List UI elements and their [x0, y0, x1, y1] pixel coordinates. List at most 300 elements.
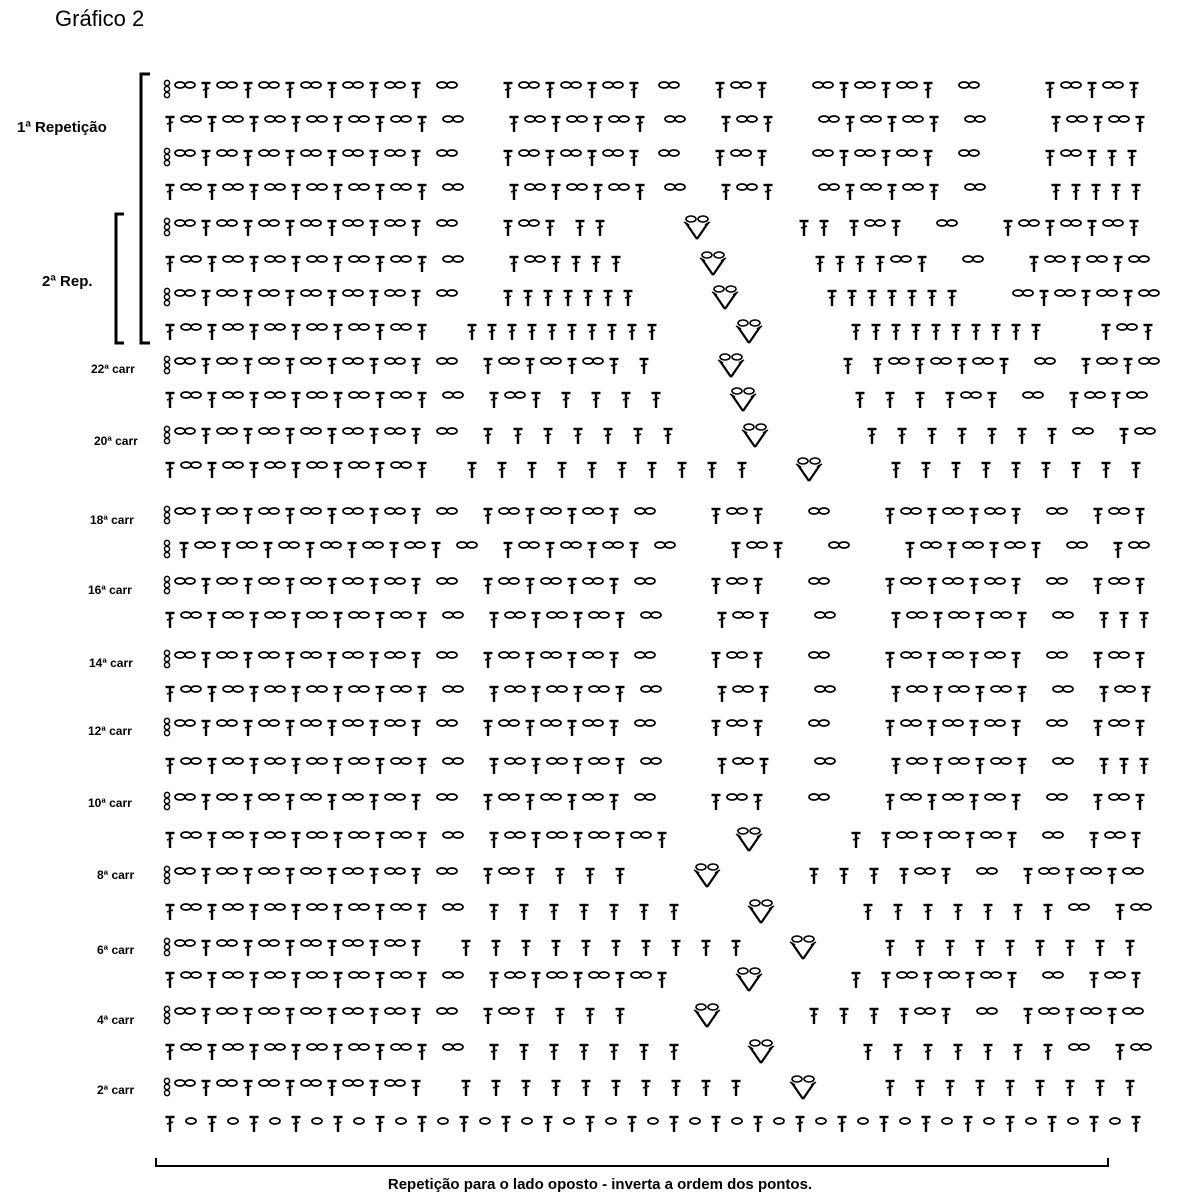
double-crochet-stitch	[166, 1045, 175, 1060]
chain-stitch	[829, 542, 849, 548]
chain-stitch	[959, 150, 979, 156]
double-crochet-stitch	[286, 151, 295, 166]
double-crochet-stitch	[292, 973, 301, 988]
chain-stitch	[307, 832, 327, 838]
double-crochet-stitch	[412, 579, 421, 594]
chain-stitch	[567, 116, 587, 122]
chain-stitch	[1109, 720, 1129, 726]
chain-stitch	[217, 150, 237, 156]
double-crochet-stitch	[328, 359, 337, 374]
double-crochet-stitch	[942, 1009, 951, 1024]
double-crochet-stitch	[528, 463, 537, 478]
double-crochet-stitch	[564, 291, 573, 306]
double-crochet-stitch	[490, 759, 499, 774]
chain-stitch	[443, 1044, 463, 1050]
chain-stitch	[237, 542, 257, 548]
chain-stitch	[1005, 542, 1025, 548]
chain-stitch	[259, 794, 279, 800]
double-crochet-stitch	[250, 613, 259, 628]
chain-stitch	[437, 290, 457, 296]
chain-stitch	[1103, 220, 1123, 226]
chain-stitch	[1047, 508, 1067, 514]
double-crochet-stitch	[1004, 221, 1013, 236]
chain-stitch	[606, 1118, 616, 1124]
double-crochet-stitch	[828, 291, 837, 306]
chain-stitch	[175, 720, 195, 726]
chain-stitch	[1039, 868, 1059, 874]
double-crochet-stitch	[334, 393, 343, 408]
double-crochet-stitch	[928, 795, 937, 810]
chain-stitch	[985, 720, 1005, 726]
chain-stitch	[809, 578, 829, 584]
chain-stitch	[391, 904, 411, 910]
chain-stitch	[301, 150, 321, 156]
chain-stitch	[259, 150, 279, 156]
chain-stitch	[855, 150, 875, 156]
chain-stitch	[1023, 392, 1043, 398]
double-crochet-stitch	[1136, 721, 1145, 736]
double-crochet-stitch	[1132, 1117, 1141, 1132]
double-crochet-stitch	[556, 869, 565, 884]
double-crochet-stitch	[840, 151, 849, 166]
double-crochet-stitch	[490, 1045, 499, 1060]
double-crochet-stitch	[886, 721, 895, 736]
double-crochet-stitch	[1066, 869, 1075, 884]
v-shell-stitch	[796, 458, 822, 481]
chain-stitch	[519, 220, 539, 226]
chain-stitch	[186, 1118, 196, 1124]
chain-stitch	[547, 686, 567, 692]
double-crochet-stitch	[586, 1117, 595, 1132]
double-crochet-stitch	[648, 325, 657, 340]
chain-stitch	[985, 508, 1005, 514]
double-crochet-stitch	[640, 905, 649, 920]
v-shell-stitch	[742, 424, 768, 447]
double-crochet-stitch	[370, 359, 379, 374]
double-crochet-stitch	[1092, 185, 1101, 200]
chain-stitch	[889, 358, 909, 364]
chain-stitch	[897, 150, 917, 156]
chain-stitch	[499, 720, 519, 726]
double-crochet-stitch	[370, 221, 379, 236]
chain-stitch	[343, 1008, 363, 1014]
double-crochet-stitch	[1096, 1081, 1105, 1096]
chain-stitch	[385, 358, 405, 364]
double-crochet-stitch	[370, 509, 379, 524]
double-crochet-stitch	[166, 1117, 175, 1132]
chain-stitch	[175, 428, 195, 434]
double-crochet-stitch	[984, 905, 993, 920]
double-crochet-stitch	[1088, 221, 1097, 236]
double-crochet-stitch	[328, 653, 337, 668]
double-crochet-stitch	[610, 795, 619, 810]
double-crochet-stitch	[376, 393, 385, 408]
double-crochet-stitch	[582, 1081, 591, 1096]
double-crochet-stitch	[616, 833, 625, 848]
chain-stitch	[901, 652, 921, 658]
chain-stitch	[541, 652, 561, 658]
double-crochet-stitch	[952, 463, 961, 478]
chain-stitch	[223, 462, 243, 468]
double-crochet-stitch	[1052, 117, 1061, 132]
double-crochet-stitch	[490, 613, 499, 628]
chain-stitch	[396, 1118, 406, 1124]
chain-stitch	[259, 868, 279, 874]
chain-stitch	[265, 686, 285, 692]
chain-stitch	[1068, 1118, 1078, 1124]
chain-stitch	[259, 82, 279, 88]
double-crochet-stitch	[712, 509, 721, 524]
double-crochet-stitch	[292, 759, 301, 774]
double-crochet-stitch	[1066, 1009, 1075, 1024]
double-crochet-stitch	[702, 941, 711, 956]
double-crochet-stitch	[900, 1009, 909, 1024]
double-crochet-stitch	[484, 579, 493, 594]
double-crochet-stitch	[716, 151, 725, 166]
chain-stitch	[635, 720, 655, 726]
double-crochet-stitch	[610, 1045, 619, 1060]
double-crochet-stitch	[1006, 941, 1015, 956]
chain-stitch	[561, 82, 581, 88]
chain-stitch	[437, 358, 457, 364]
double-crochet-stitch	[460, 1117, 469, 1132]
turning-chain	[164, 218, 169, 235]
chain-stitch	[943, 508, 963, 514]
double-crochet-stitch	[1012, 325, 1021, 340]
row-label-12: 12ª carr	[88, 724, 132, 738]
chain-stitch	[949, 612, 969, 618]
double-crochet-stitch	[1136, 653, 1145, 668]
double-crochet-stitch	[328, 221, 337, 236]
double-crochet-stitch	[852, 973, 861, 988]
chain-stitch	[217, 290, 237, 296]
double-crochet-stitch	[670, 905, 679, 920]
double-crochet-stitch	[504, 83, 513, 98]
chain-stitch	[991, 758, 1011, 764]
double-crochet-stitch	[1114, 257, 1123, 272]
chain-stitch	[307, 324, 327, 330]
double-crochet-stitch	[484, 509, 493, 524]
chain-stitch	[505, 686, 525, 692]
chain-stitch	[1053, 612, 1073, 618]
row-label-16: 16ª carr	[88, 583, 132, 597]
double-crochet-stitch	[882, 83, 891, 98]
double-crochet-stitch	[334, 325, 343, 340]
double-crochet-stitch	[1096, 941, 1105, 956]
chain-stitch	[1109, 116, 1129, 122]
double-crochet-stitch	[840, 83, 849, 98]
chain-stitch	[1097, 358, 1117, 364]
chain-stitch	[505, 612, 525, 618]
double-crochet-stitch	[286, 221, 295, 236]
double-crochet-stitch	[568, 721, 577, 736]
double-crochet-stitch	[468, 325, 477, 340]
double-crochet-stitch	[250, 687, 259, 702]
double-crochet-stitch	[1014, 905, 1023, 920]
double-crochet-stitch	[886, 1081, 895, 1096]
double-crochet-stitch	[946, 941, 955, 956]
double-crochet-stitch	[1052, 185, 1061, 200]
double-crochet-stitch	[722, 117, 731, 132]
double-crochet-stitch	[244, 795, 253, 810]
chain-stitch	[519, 82, 539, 88]
double-crochet-stitch	[886, 393, 895, 408]
chain-stitch	[301, 220, 321, 226]
double-crochet-stitch	[1012, 721, 1021, 736]
double-crochet-stitch	[334, 257, 343, 272]
chain-stitch	[1035, 358, 1055, 364]
double-crochet-stitch	[1132, 833, 1141, 848]
double-crochet-stitch	[526, 1009, 535, 1024]
repeat-brackets	[116, 74, 1108, 1166]
chain-stitch	[648, 1118, 658, 1124]
double-crochet-stitch	[894, 905, 903, 920]
chain-stitch	[265, 256, 285, 262]
double-crochet-stitch	[1132, 973, 1141, 988]
double-crochet-stitch	[1082, 291, 1091, 306]
first-repeat-label: 1ª Repetição	[17, 119, 107, 136]
chain-stitch	[175, 82, 195, 88]
chain-stitch	[583, 720, 603, 726]
chain-stitch	[457, 542, 477, 548]
double-crochet-stitch	[244, 579, 253, 594]
double-crochet-stitch	[1070, 393, 1079, 408]
double-crochet-stitch	[244, 653, 253, 668]
double-crochet-stitch	[328, 429, 337, 444]
chain-stitch	[217, 428, 237, 434]
double-crochet-stitch	[928, 653, 937, 668]
chain-stitch	[391, 972, 411, 978]
double-crochet-stitch	[418, 833, 427, 848]
double-crochet-stitch	[412, 721, 421, 736]
double-crochet-stitch	[796, 1117, 805, 1132]
second-repeat-label: 2ª Rep.	[42, 273, 93, 290]
double-crochet-stitch	[1018, 759, 1027, 774]
double-crochet-stitch	[610, 905, 619, 920]
double-crochet-stitch	[376, 463, 385, 478]
double-crochet-stitch	[202, 359, 211, 374]
double-crochet-stitch	[946, 1081, 955, 1096]
chain-stitch	[217, 720, 237, 726]
double-crochet-stitch	[970, 579, 979, 594]
chain-stitch	[265, 972, 285, 978]
double-crochet-stitch	[592, 393, 601, 408]
chain-stitch	[1110, 1118, 1120, 1124]
double-crochet-stitch	[1012, 795, 1021, 810]
chain-stitch	[391, 462, 411, 468]
double-crochet-stitch	[754, 795, 763, 810]
double-crochet-stitch	[1108, 1009, 1117, 1024]
turning-chain	[164, 718, 169, 735]
chain-stitch	[223, 612, 243, 618]
double-crochet-stitch	[582, 941, 591, 956]
double-crochet-stitch	[244, 83, 253, 98]
double-crochet-stitch	[1132, 463, 1141, 478]
double-crochet-stitch	[1094, 653, 1103, 668]
double-crochet-stitch	[286, 653, 295, 668]
chain-stitch	[1067, 542, 1087, 548]
chain-stitch	[343, 868, 363, 874]
double-crochet-stitch	[370, 429, 379, 444]
double-crochet-stitch	[376, 1045, 385, 1060]
double-crochet-stitch	[588, 543, 597, 558]
double-crochet-stitch	[1088, 83, 1097, 98]
chain-stitch	[931, 358, 951, 364]
double-crochet-stitch	[876, 257, 885, 272]
double-crochet-stitch	[370, 151, 379, 166]
chain-stitch	[265, 758, 285, 764]
double-crochet-stitch	[488, 325, 497, 340]
double-crochet-stitch	[376, 687, 385, 702]
chain-stitch	[943, 652, 963, 658]
chain-stitch	[385, 652, 405, 658]
chain-stitch	[307, 758, 327, 764]
chain-stitch	[437, 720, 457, 726]
double-crochet-stitch	[504, 291, 513, 306]
chain-stitch	[437, 150, 457, 156]
double-crochet-stitch	[546, 543, 555, 558]
chain-stitch	[385, 1080, 405, 1086]
chain-stitch	[301, 652, 321, 658]
double-crochet-stitch	[328, 291, 337, 306]
chain-stitch	[349, 904, 369, 910]
chain-stitch	[259, 1008, 279, 1014]
double-crochet-stitch	[630, 543, 639, 558]
chain-stitch	[391, 686, 411, 692]
chain-stitch	[727, 652, 747, 658]
chain-stitch	[265, 1044, 285, 1050]
chain-stitch	[985, 652, 1005, 658]
double-crochet-stitch	[292, 1045, 301, 1060]
double-crochet-stitch	[376, 117, 385, 132]
double-crochet-stitch	[1082, 359, 1091, 374]
chain-stitch	[499, 794, 519, 800]
chain-stitch	[391, 116, 411, 122]
double-crochet-stitch	[418, 759, 427, 774]
double-crochet-stitch	[166, 833, 175, 848]
double-crochet-stitch	[760, 687, 769, 702]
double-crochet-stitch	[1140, 759, 1149, 774]
chain-stitch	[195, 542, 215, 548]
double-crochet-stitch	[970, 653, 979, 668]
chain-stitch	[301, 1080, 321, 1086]
double-crochet-stitch	[604, 291, 613, 306]
double-crochet-stitch	[412, 941, 421, 956]
double-crochet-stitch	[250, 833, 259, 848]
chain-stitch	[259, 428, 279, 434]
chain-stitch	[963, 256, 983, 262]
double-crochet-stitch	[334, 1045, 343, 1060]
chain-stitch	[727, 794, 747, 800]
chain-stitch	[1043, 972, 1063, 978]
chain-stitch	[583, 652, 603, 658]
double-crochet-stitch	[612, 257, 621, 272]
double-crochet-stitch	[370, 721, 379, 736]
double-crochet-stitch	[846, 185, 855, 200]
double-crochet-stitch	[716, 83, 725, 98]
chain-stitch	[505, 392, 525, 398]
double-crochet-stitch	[574, 759, 583, 774]
double-crochet-stitch	[568, 579, 577, 594]
double-crochet-stitch	[202, 721, 211, 736]
double-crochet-stitch	[616, 613, 625, 628]
chain-stitch	[1103, 82, 1123, 88]
double-crochet-stitch	[348, 543, 357, 558]
double-crochet-stitch	[418, 257, 427, 272]
double-crochet-stitch	[544, 1117, 553, 1132]
double-crochet-stitch	[334, 905, 343, 920]
double-crochet-stitch	[948, 291, 957, 306]
double-crochet-stitch	[208, 463, 217, 478]
double-crochet-stitch	[328, 1009, 337, 1024]
chain-stitch	[1109, 578, 1129, 584]
chain-stitch	[217, 82, 237, 88]
chain-stitch	[391, 256, 411, 262]
double-crochet-stitch	[370, 1009, 379, 1024]
double-crochet-stitch	[1144, 325, 1153, 340]
chain-stitch	[391, 324, 411, 330]
double-crochet-stitch	[532, 613, 541, 628]
footer-note: Repetição para o lado oposto - inverta a ordem dos pontos.	[387, 1176, 813, 1193]
double-crochet-stitch	[1032, 325, 1041, 340]
double-crochet-stitch	[924, 83, 933, 98]
double-crochet-stitch	[484, 653, 493, 668]
chain-stitch	[858, 1118, 868, 1124]
chain-stitch	[343, 290, 363, 296]
turning-chain	[164, 650, 169, 667]
double-crochet-stitch	[548, 325, 557, 340]
chain-stitch	[217, 1008, 237, 1014]
double-crochet-stitch	[552, 185, 561, 200]
double-crochet-stitch	[636, 185, 645, 200]
double-crochet-stitch	[202, 653, 211, 668]
double-crochet-stitch	[568, 653, 577, 668]
chain-stitch	[541, 720, 561, 726]
double-crochet-stitch	[892, 221, 901, 236]
chain-stitch	[385, 82, 405, 88]
double-crochet-stitch	[588, 151, 597, 166]
chain-stitch	[727, 578, 747, 584]
chain-stitch	[349, 1044, 369, 1050]
double-crochet-stitch	[526, 653, 535, 668]
chain-stitch	[181, 116, 201, 122]
double-crochet-stitch	[1006, 1117, 1015, 1132]
chain-stitch	[437, 428, 457, 434]
double-crochet-stitch	[810, 869, 819, 884]
double-crochet-stitch	[1100, 613, 1109, 628]
chain-stitch	[391, 832, 411, 838]
double-crochet-stitch	[672, 1081, 681, 1096]
double-crochet-stitch	[1012, 653, 1021, 668]
chain-stitch	[175, 220, 195, 226]
chain-stitch	[519, 542, 539, 548]
double-crochet-stitch	[528, 325, 537, 340]
chain-stitch	[659, 82, 679, 88]
chain-stitch	[343, 428, 363, 434]
chain-stitch	[690, 1118, 700, 1124]
chain-stitch	[301, 578, 321, 584]
double-crochet-stitch	[574, 429, 583, 444]
double-crochet-stitch	[370, 795, 379, 810]
chain-stitch	[443, 184, 463, 190]
chain-stitch	[307, 1044, 327, 1050]
chain-stitch	[1139, 290, 1159, 296]
chain-stitch	[175, 1080, 195, 1086]
double-crochet-stitch	[546, 83, 555, 98]
row-label-10: 10ª carr	[88, 796, 132, 810]
double-crochet-stitch	[882, 151, 891, 166]
double-crochet-stitch	[732, 543, 741, 558]
